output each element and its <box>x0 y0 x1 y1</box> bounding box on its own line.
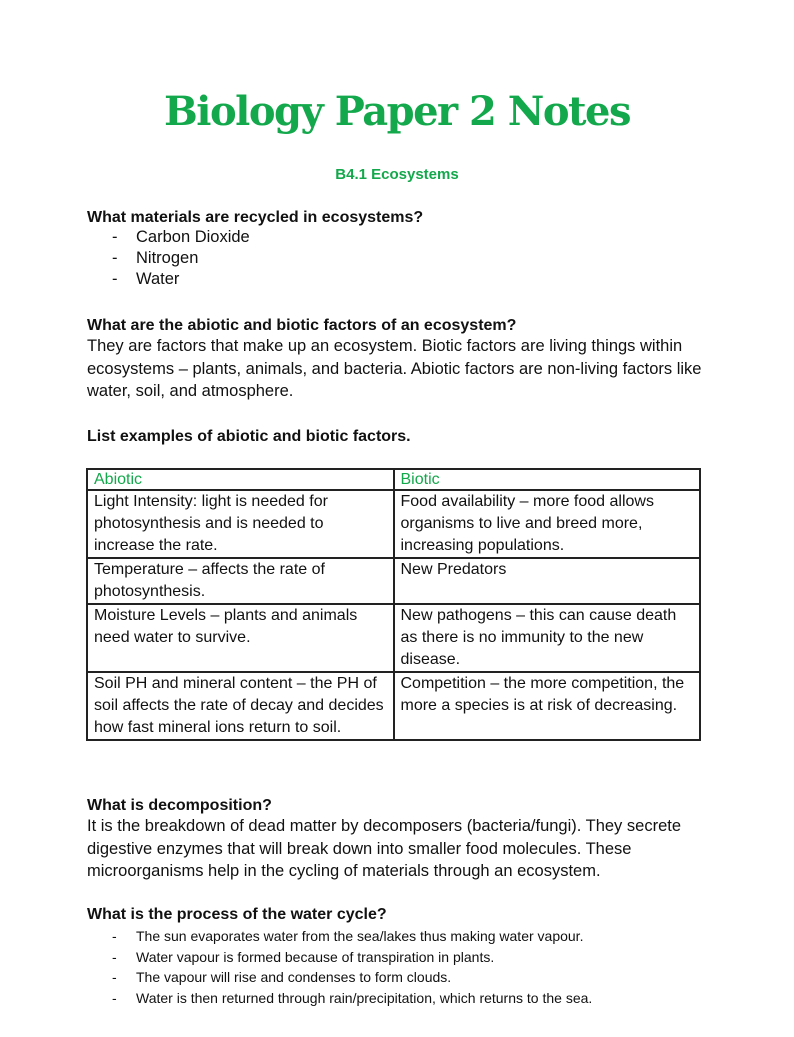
question-heading: What is the process of the water cycle? <box>87 906 387 923</box>
table-cell: New pathogens – this can cause death as there is no immunity to the new disease. <box>394 604 701 672</box>
list-item: - Carbon Dioxide <box>87 227 423 248</box>
page-title: Biology Paper 2 Notes <box>164 88 630 135</box>
factors-section <box>87 317 707 403</box>
question-heading: What is decomposition? <box>87 797 272 814</box>
table-row <box>87 490 700 558</box>
section-subtitle: B4.1 Ecosystems <box>335 166 459 183</box>
list-item: - The sun evaporates water from the sea/lakes thus making water vapour. <box>87 926 592 947</box>
list-item: - The vapour will rise and condenses to form clouds. <box>87 967 592 988</box>
table-cell: Soil PH and mineral content – the PH of soil affects the rate of decay and decides how fast mineral ions return to soil. <box>87 672 394 740</box>
column-header-biotic: Biotic <box>394 469 701 490</box>
table-cell: Food availability – more food allows organisms to live and breed more, increasing populations. <box>394 490 701 558</box>
answer-paragraph: It is the breakdown of dead matter by decomposers (bacteria/fungi). They secrete digestive enzymes that will break down into smaller food molecules. These microorganisms help in the cycling of materials through an ecosystem. <box>87 817 681 880</box>
water-cycle-section <box>87 906 592 1008</box>
table-cell: Moisture Levels – plants and animals need water to survive. <box>87 604 394 672</box>
question-heading: List examples of abiotic and biotic factors. <box>87 428 411 445</box>
table-header-row <box>87 469 700 490</box>
table-cell: New Predators <box>394 558 701 604</box>
bullet-list <box>87 926 592 1008</box>
table-cell: Temperature – affects the rate of photosynthesis. <box>87 558 394 604</box>
factors-table <box>86 468 701 741</box>
table-row <box>87 558 700 604</box>
table-row <box>87 672 700 740</box>
table-row <box>87 604 700 672</box>
question-heading: What materials are recycled in ecosystems? <box>87 209 424 226</box>
decomposition-section <box>87 797 707 883</box>
bullet-list <box>87 227 423 290</box>
list-item: - Water is then returned through rain/precipitation, which returns to the sea. <box>87 988 592 1009</box>
table-cell: Light Intensity: light is needed for photosynthesis and is needed to increase the rate. <box>87 490 394 558</box>
table-cell: Competition – the more competition, the more a species is at risk of decreasing. <box>394 672 701 740</box>
list-item: - Water <box>87 269 423 290</box>
question-heading: What are the abiotic and biotic factors of an ecosystem? <box>87 317 517 334</box>
list-item: - Nitrogen <box>87 248 423 269</box>
recycled-materials-section <box>87 209 423 290</box>
column-header-abiotic: Abiotic <box>87 469 394 490</box>
list-item: - Water vapour is formed because of transpiration in plants. <box>87 947 592 968</box>
answer-paragraph: They are factors that make up an ecosystem. Biotic factors are living things within ecosystems – plants, animals, and bacteria. Abiotic factors are non-living factors like water, soil, and atmosphere. <box>87 337 702 400</box>
